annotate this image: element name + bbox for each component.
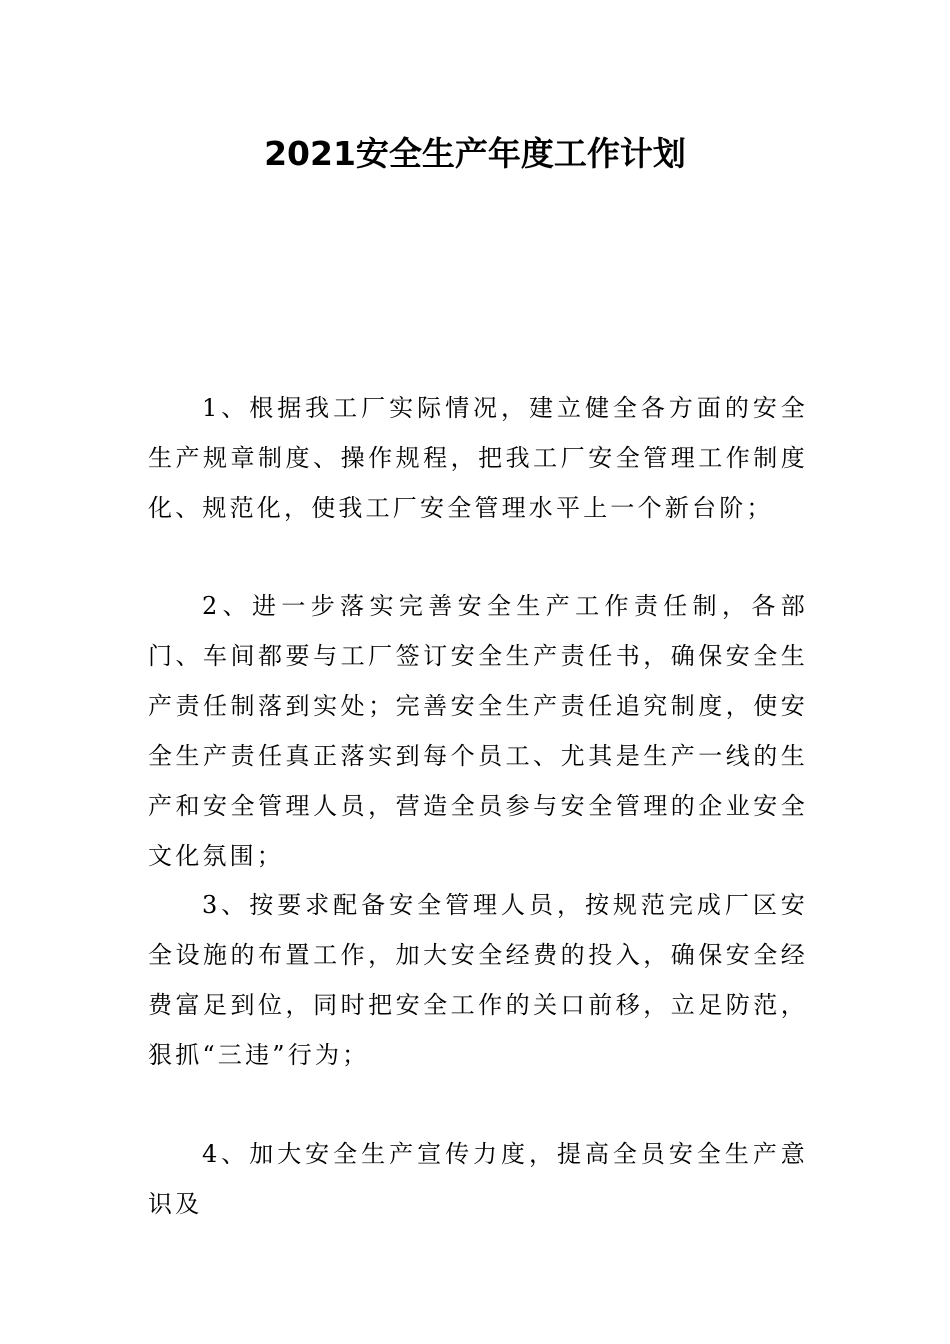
paragraph-1: 1、根据我工厂实际情况，建立健全各方面的安全生产规章制度、操作规程，把我工厂安全管理工作制度化、规范化，使我工厂安全管理水平上一个新台阶； <box>148 394 808 522</box>
paragraph-2: 2、进一步落实完善安全生产工作责任制，各部门、车间都要与工厂签订安全生产责任书，确保安全生产责任制落到实处；完善安全生产责任追究制度，使安全生产责任真正落实到每个员工、尤其是生产一线的生产和安全管理人员，营造全员参与安全管理的企业安全文化氛围； <box>148 592 808 870</box>
document-title: 2021安全生产年度工作计划 <box>264 134 686 173</box>
paragraph-4: 4、加大安全生产宣传力度，提高全员安全生产意识及 <box>148 1140 808 1218</box>
paragraph-3: 3、按要求配备安全管理人员，按规范完成厂区安全设施的布置工作，加大安全经费的投入，确保安全经费富足到位，同时把安全工作的关口前移，立足防范，狠抓“三违”行为； <box>148 891 808 1069</box>
